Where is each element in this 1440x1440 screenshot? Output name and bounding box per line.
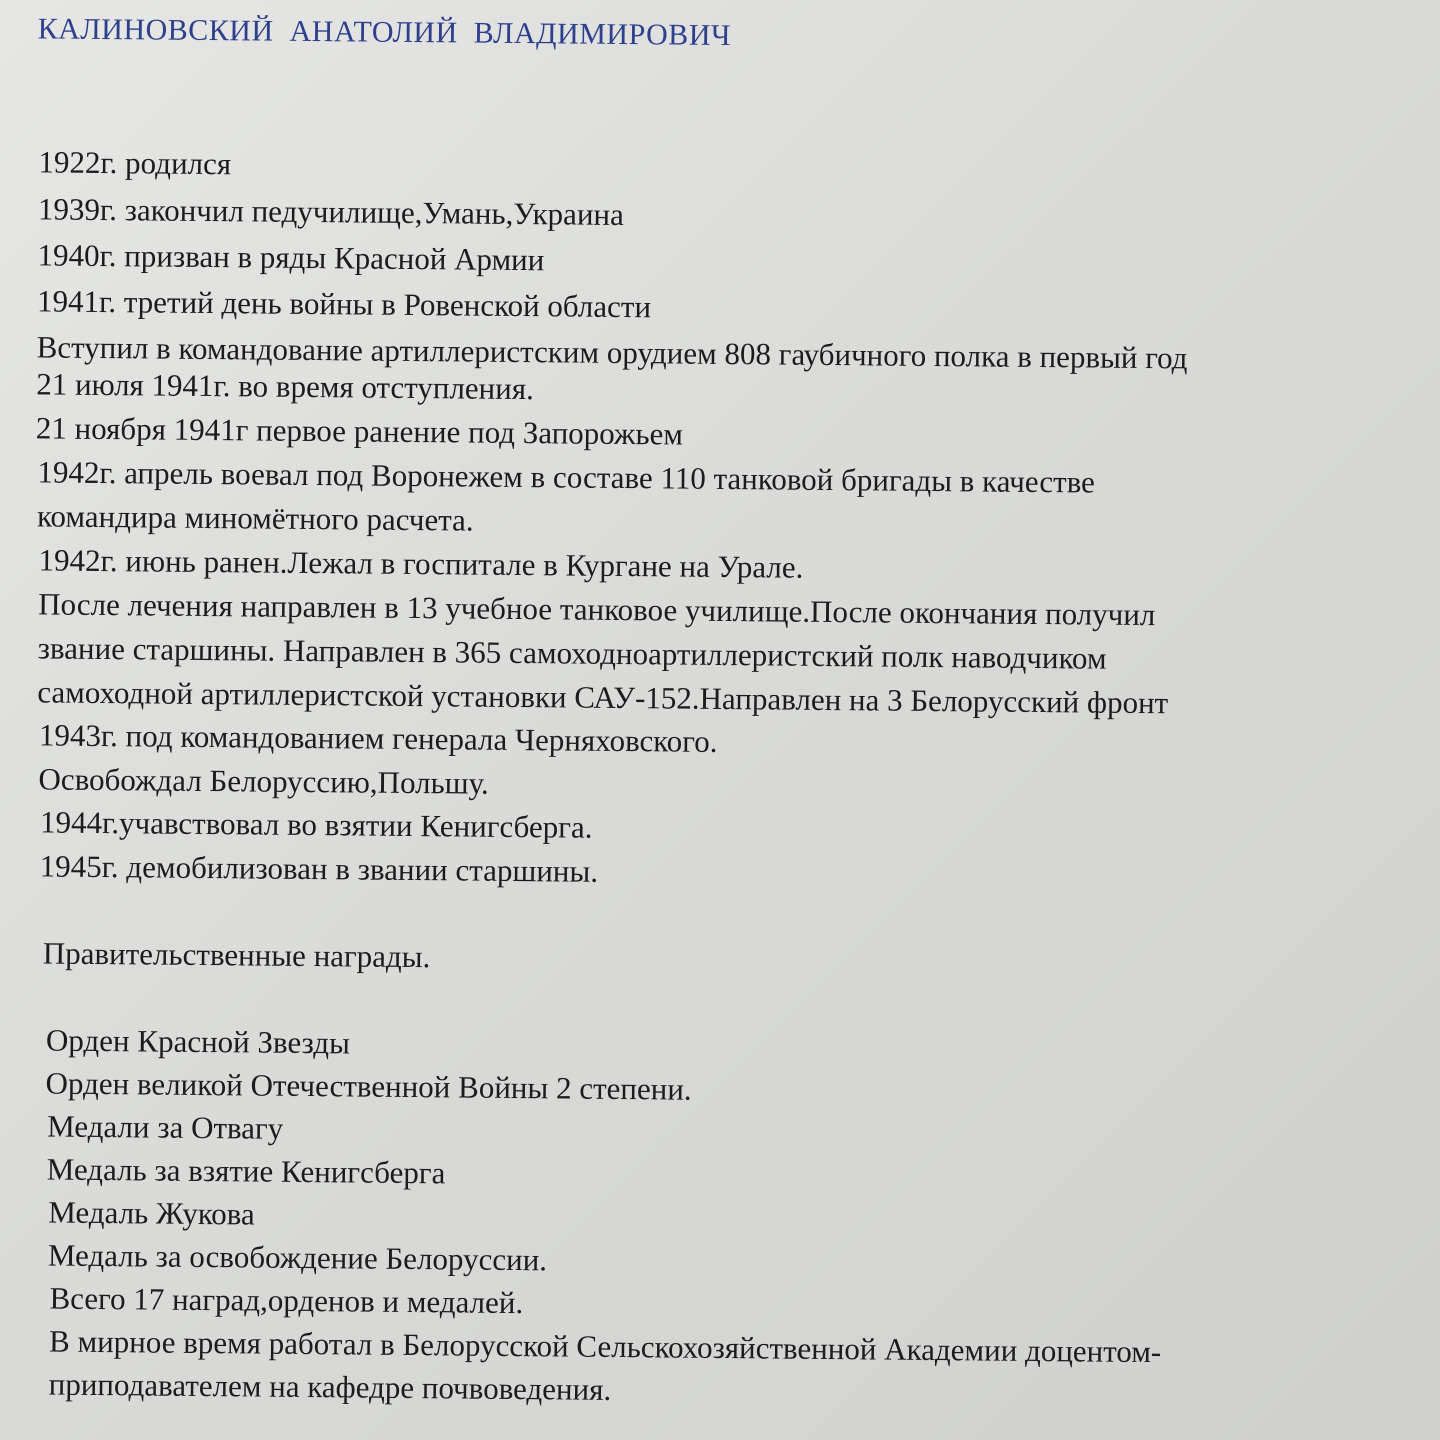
bio-line: командира миномётного расчета. [36,498,474,538]
award-line: Орден Красной Звезды [45,1022,351,1061]
bio-line: 1944г.учавствовал во взятии Кенигсберга. [39,804,593,845]
award-line: Медаль за освобождение Белоруссии. [47,1237,548,1278]
bio-line: 1941г. третий день войны в Ровенской области [36,283,652,325]
bio-line: После лечения направлен в 13 учебное танковое училище.После окончания получил [38,586,1156,633]
bio-line: 21 июля 1941г. во время отступления. [36,366,535,407]
bio-line: Вступил в командование артиллеристским орудием 808 гаубичного полка в первый год [36,329,1188,376]
award-line: Медаль за взятие Кенигсберга [46,1151,446,1191]
award-line: В мирное время работал в Белорусской Сельскохозяйственной Академии доцентом- [48,1323,1162,1370]
award-line: Медали за Отвагу [47,1108,284,1146]
award-line: Орден великой Отечественной Войны 2 степени. [45,1065,692,1107]
bio-line: 1940г. призван в ряды Красной Армии [37,237,545,278]
bio-line: звание старшины. Направлен в 365 самоходноартиллеристский полк наводчиком [37,630,1107,676]
bio-line: самоходной артиллеристской установки САУ-152.Направлен на 3 Белорусский фронт [37,674,1169,721]
bio-line: 21 ноября 1941г первое ранение под Запорожьем [35,410,684,452]
award-line: Всего 17 наград,орденов и медалей. [49,1280,524,1321]
award-line: приподавателем на кафедре почвоведения. [48,1366,612,1407]
bio-line: 1945г. демобилизован в звании старшины. [39,848,599,889]
bio-line: 1939г. закончил педучилище,Умань,Украина [37,191,625,232]
award-line: Медаль Жукова [48,1194,255,1232]
bio-line: 1922г. родился [38,144,232,182]
bio-line: 1942г. апрель воевал под Воронежем в составе 110 танковой бригады в качестве [37,454,1096,500]
awards-heading: Правительственные награды. [42,935,431,975]
bio-line: Освобождал Белоруссию,Польшу. [38,761,489,801]
bio-line: 1943г. под командованием генерала Черняховского. [38,717,718,759]
person-name-title: КАЛИНОВСКИЙ АНАТОЛИЙ ВЛАДИМИРОВИЧ [37,12,732,53]
bio-line: 1942г. июнь ранен.Лежал в госпитале в Кургане на Урале. [38,542,804,585]
